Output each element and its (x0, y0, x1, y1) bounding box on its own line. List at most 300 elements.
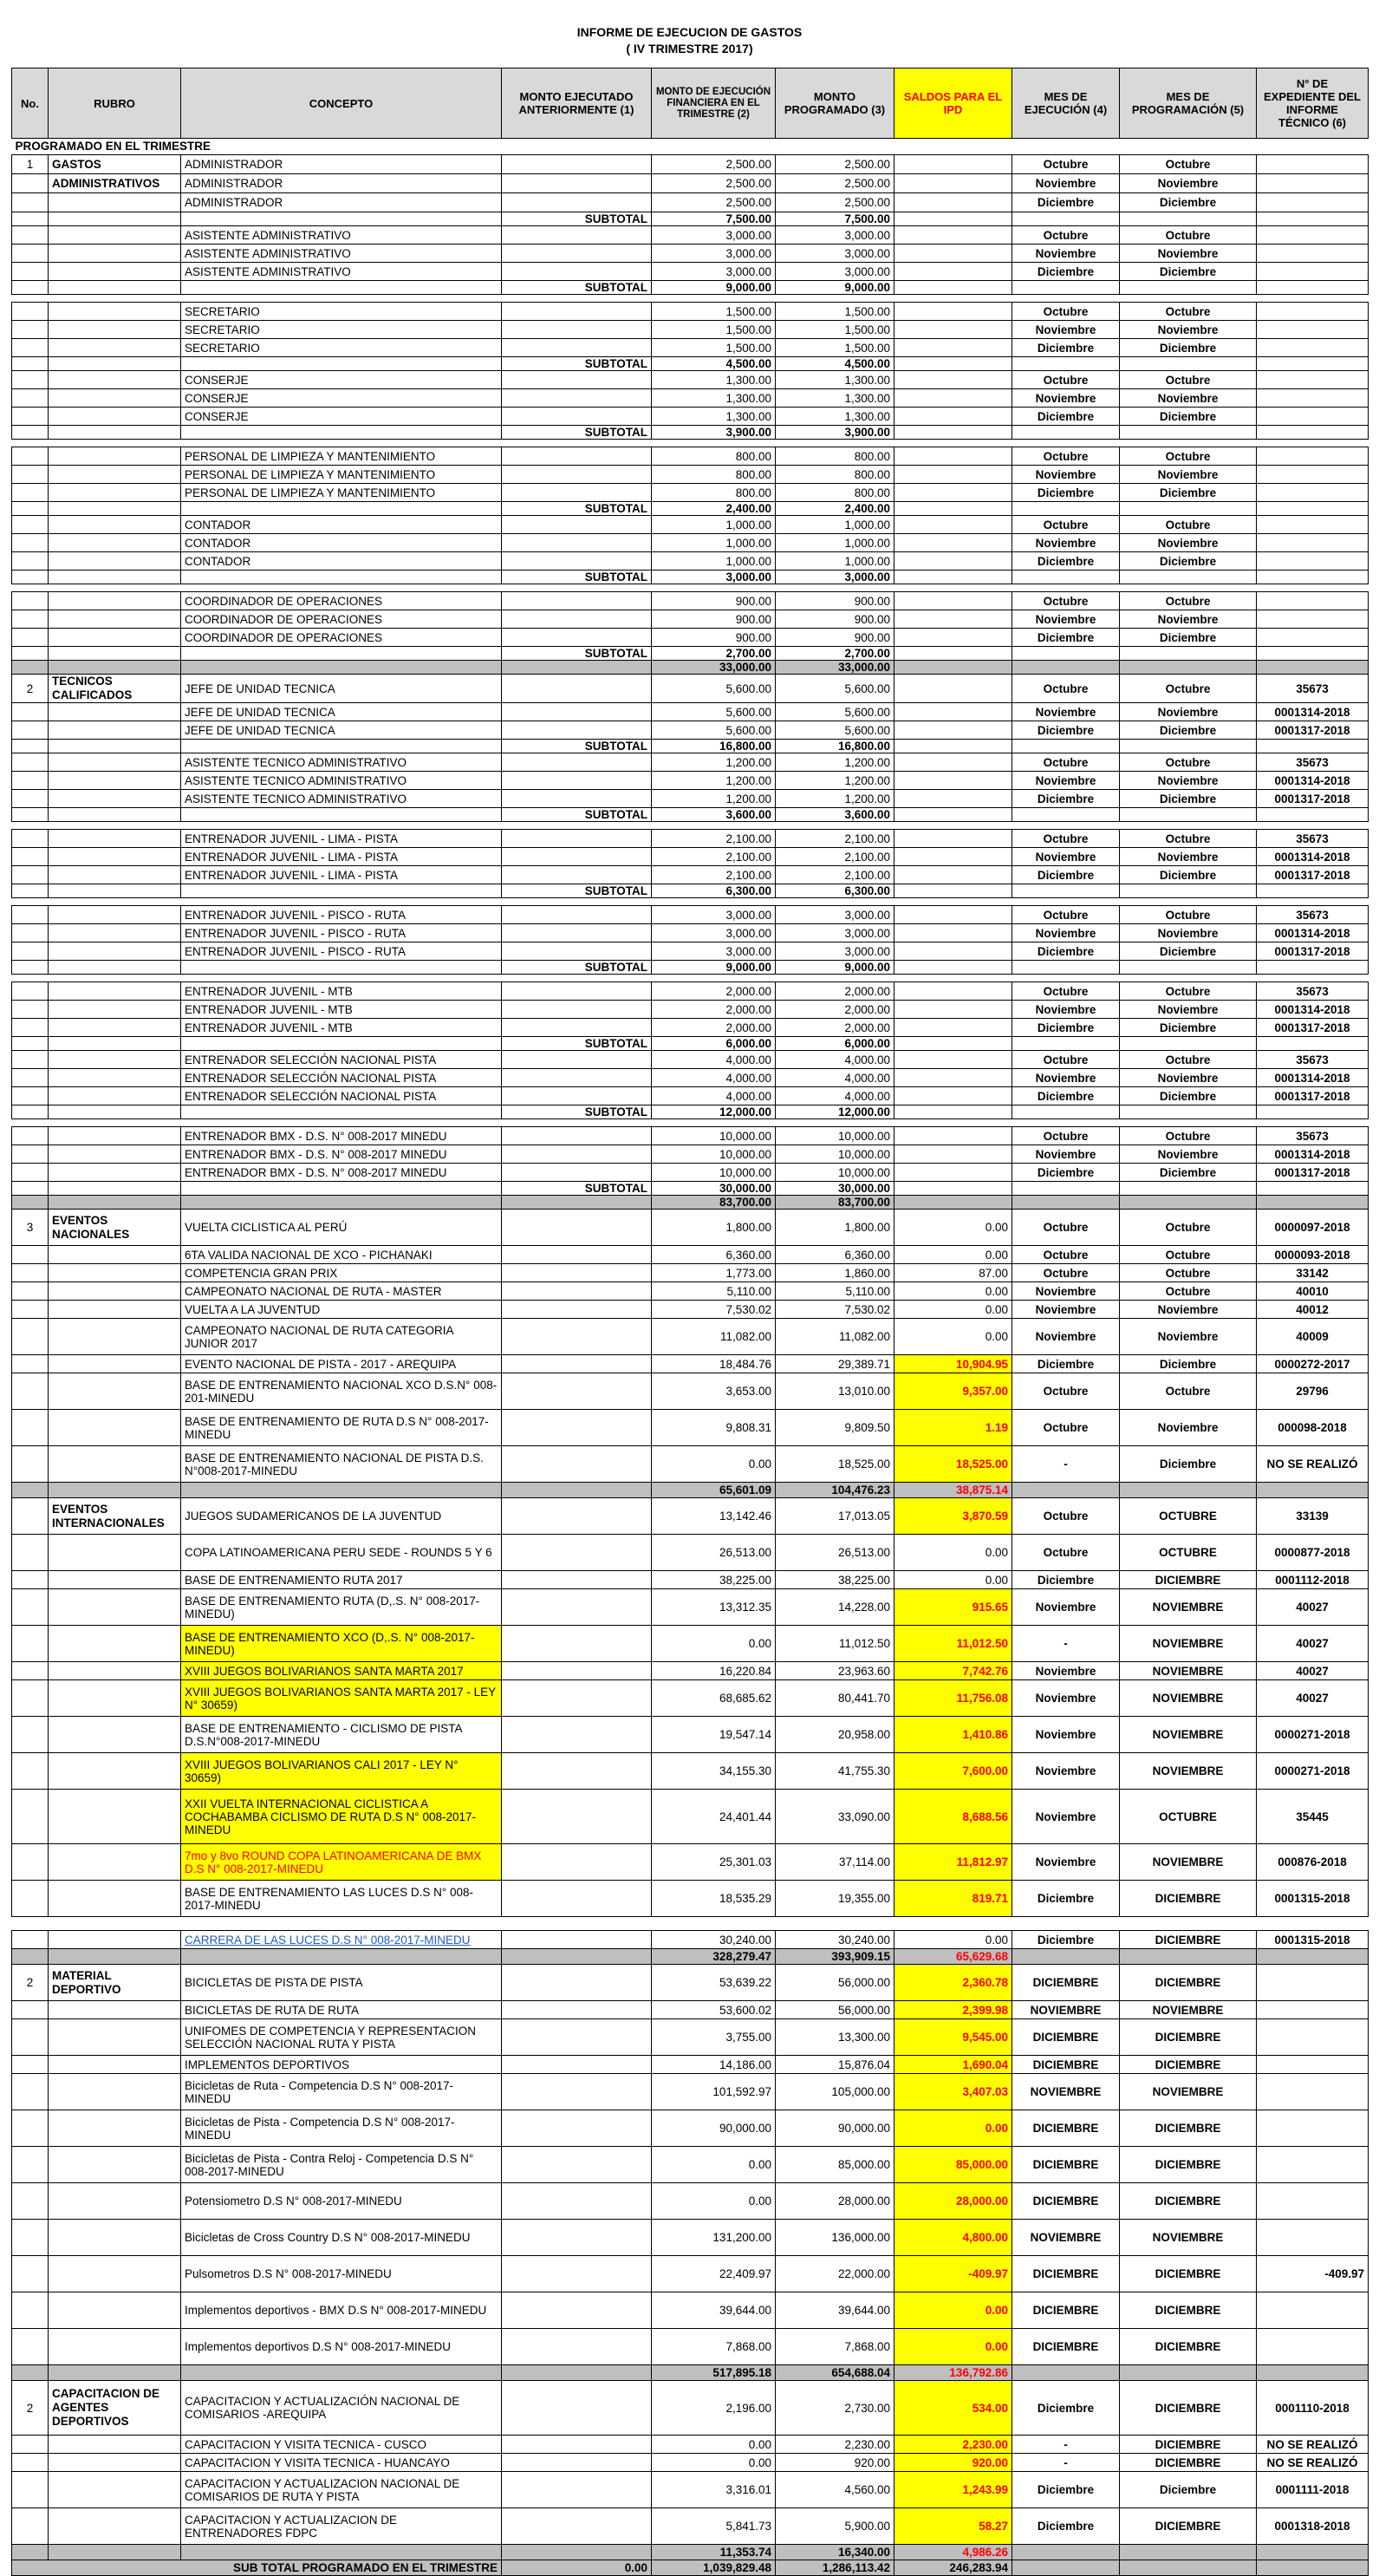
cell-no (12, 629, 49, 647)
cell-mes-programacion (1120, 961, 1257, 975)
cell-monto-programado: 3,000.00 (776, 226, 894, 245)
cell-no (12, 1753, 49, 1790)
cell-no (12, 1790, 49, 1844)
cell-mes-programacion: Octubre (1120, 592, 1257, 610)
cell-monto-anterior (502, 848, 652, 866)
cell-no (12, 571, 49, 584)
table-row (12, 303, 1369, 321)
cell-mes-ejecucion: Octubre (1012, 1264, 1120, 1282)
subtotal-ejecucion: 7,500.00 (652, 212, 776, 226)
cell-mes-programacion: Diciembre (1120, 1087, 1257, 1105)
cell-concepto: BASE DE ENTRENAMIENTO LAS LUCES D.S N° 008-2017-MINEDU (181, 1881, 502, 1917)
cell-monto-anterior (502, 193, 652, 212)
cell-saldo: 9,357.00 (894, 1373, 1012, 1410)
cell-no (12, 610, 49, 629)
cell-saldo: 11,012.50 (894, 1626, 1012, 1662)
cell-monto-ejecucion: 0.00 (652, 2436, 776, 2454)
cell-mes-ejecucion: DICIEMBRE (1012, 2329, 1120, 2365)
cell-monto-programado: 2,100.00 (776, 830, 894, 848)
cell-monto-programado: 56,000.00 (776, 2001, 894, 2019)
cell-concepto: CAPACITACION Y ACTUALIZACION DE ENTRENADORES FDPC (181, 2508, 502, 2545)
cell-concepto (181, 1037, 502, 1051)
cell-expediente (1257, 1105, 1369, 1119)
subtotal-programado: 3,900.00 (776, 426, 894, 440)
cell-monto-programado: 1,000.00 (776, 552, 894, 571)
cell-mes-programacion (1120, 2560, 1257, 2576)
cell-monto-ejecucion: 4,000.00 (652, 1051, 776, 1069)
cell-saldo: -409.97 (894, 2256, 1012, 2292)
cell-expediente: 0001112-2018 (1257, 1571, 1369, 1589)
cell-monto-ejecucion: 5,110.00 (652, 1282, 776, 1301)
cell-monto-ejecucion: 4,000.00 (652, 1069, 776, 1087)
table-row (12, 1498, 1369, 1535)
cell-mes-programacion: Noviembre (1120, 321, 1257, 339)
table-row (12, 1301, 1369, 1319)
cell-no (12, 2329, 49, 2365)
table-row (12, 1246, 1369, 1264)
cell-concepto: BASE DE ENTRENAMIENTO DE RUTA D.S N° 008-2017-MINEDU (181, 1410, 502, 1446)
spacer-row (12, 440, 1369, 447)
cell-concepto: BASE DE ENTRENAMIENTO NACIONAL XCO D.S.N° 008-201-MINEDU (181, 1373, 502, 1410)
cell-concepto: ASISTENTE ADMINISTRATIVO (181, 245, 502, 263)
cell-concepto (181, 661, 502, 675)
cell-concepto: ENTRENADOR JUVENIL - LIMA - PISTA (181, 866, 502, 884)
cell-expediente (1257, 2147, 1369, 2183)
cell-saldo (894, 1087, 1012, 1105)
cell-no (12, 1589, 49, 1626)
cell-mes-programacion: DICIEMBRE (1120, 1571, 1257, 1589)
cell-monto-anterior (502, 1931, 652, 1949)
cell-monto-programado: 3,000.00 (776, 924, 894, 942)
cell-no (12, 1164, 49, 1182)
cell-mes-ejecucion: Diciembre (1012, 193, 1120, 212)
cell-rubro (49, 1182, 181, 1196)
subtotal-ejecucion: 2,700.00 (652, 647, 776, 661)
cell-expediente: 0000093-2018 (1257, 1246, 1369, 1264)
cell-mes-programacion: Noviembre (1120, 1069, 1257, 1087)
cell-monto-programado: 5,110.00 (776, 1282, 894, 1301)
header-expediente: N° DE EXPEDIENTE DEL INFORME TÉCNICO (6) (1257, 68, 1369, 139)
cell-expediente: 0001110-2018 (1257, 2381, 1369, 2436)
cell-mes-programacion: Noviembre (1120, 1145, 1257, 1164)
cell-saldo: 11,812.97 (894, 1844, 1012, 1881)
cell-expediente: NO SE REALIZÓ (1257, 1446, 1369, 1483)
cell-no (12, 263, 49, 281)
cell-monto-anterior (502, 982, 652, 1001)
cell-monto-anterior (502, 1373, 652, 1410)
table-row (12, 1127, 1369, 1145)
cell-concepto: Bicicletas de Ruta - Competencia D.S N° 008-2017-MINEDU (181, 2074, 502, 2110)
cell-monto-programado: 10,000.00 (776, 1145, 894, 1164)
cell-rubro (49, 357, 181, 371)
cell-saldo: 10,904.95 (894, 1355, 1012, 1373)
cell-mes-programacion: Octubre (1120, 1246, 1257, 1264)
cell-expediente (1257, 245, 1369, 263)
cell-concepto (181, 961, 502, 975)
table-row (12, 263, 1369, 281)
subtotal-ejecucion: 3,000.00 (652, 571, 776, 584)
cell-no (12, 371, 49, 389)
total-saldo: 136,792.86 (894, 2365, 1012, 2381)
cell-monto-anterior (502, 2472, 652, 2508)
cell-monto-programado: 3,000.00 (776, 263, 894, 281)
cell-saldo (894, 447, 1012, 466)
table-row (12, 1881, 1369, 1917)
cell-rubro (49, 1881, 181, 1917)
cell-mes-ejecucion: Diciembre (1012, 484, 1120, 502)
cell-concepto: ENTRENADOR JUVENIL - MTB (181, 982, 502, 1001)
cell-monto-ejecucion: 24,401.44 (652, 1790, 776, 1844)
subtotal-row (12, 884, 1369, 898)
group-total-row (12, 2545, 1369, 2560)
cell-expediente: 35673 (1257, 675, 1369, 703)
cell-monto-ejecucion: 13,312.35 (652, 1589, 776, 1626)
cell-no (12, 466, 49, 484)
report-title (0, 24, 1379, 57)
spacer-row (12, 295, 1369, 303)
cell-monto-anterior (502, 1949, 652, 1965)
cell-monto-programado: 3,000.00 (776, 906, 894, 924)
cell-mes-ejecucion: Noviembre (1012, 703, 1120, 721)
subtotal-programado: 6,300.00 (776, 884, 894, 898)
cell-rubro (49, 808, 181, 822)
cell-no (12, 1127, 49, 1145)
cell-mes-programacion: NOVIEMBRE (1120, 1662, 1257, 1680)
cell-concepto: EVENTO NACIONAL DE PISTA - 2017 - AREQUIPA (181, 1355, 502, 1373)
cell-monto-ejecucion: 800.00 (652, 484, 776, 502)
cell-mes-ejecucion: - (1012, 2436, 1120, 2454)
table-row (12, 2183, 1369, 2220)
cell-rubro: GASTOS (49, 155, 181, 174)
cell-no (12, 1182, 49, 1196)
table-row (12, 1535, 1369, 1571)
cell-monto-programado: 56,000.00 (776, 1965, 894, 2001)
header-monto-ejecucion: MONTO DE EJECUCIÓN FINANCIERA EN EL TRIMESTRE (2) (652, 68, 776, 139)
cell-mes-programacion: Octubre (1120, 1264, 1257, 1282)
cell-monto-programado: 23,963.60 (776, 1662, 894, 1680)
cell-monto-programado: 2,730.00 (776, 2381, 894, 2436)
cell-monto-ejecucion: 800.00 (652, 447, 776, 466)
cell-mes-programacion (1120, 502, 1257, 516)
cell-monto-anterior (502, 675, 652, 703)
cell-monto-programado: 1,500.00 (776, 303, 894, 321)
cell-expediente: NO SE REALIZÓ (1257, 2436, 1369, 2454)
cell-expediente: 0001317-2018 (1257, 1019, 1369, 1037)
table-row (12, 592, 1369, 610)
cell-saldo: 4,800.00 (894, 2220, 1012, 2256)
cell-expediente: 40027 (1257, 1680, 1369, 1717)
cell-no: 2 (12, 675, 49, 703)
cell-expediente: -409.97 (1257, 2256, 1369, 2292)
table-row (12, 721, 1369, 740)
table-row (12, 830, 1369, 848)
cell-monto-ejecucion: 10,000.00 (652, 1164, 776, 1182)
cell-expediente: 35673 (1257, 1051, 1369, 1069)
cell-expediente (1257, 2292, 1369, 2329)
cell-monto-anterior (502, 1535, 652, 1571)
subtotal-label: SUBTOTAL (502, 426, 652, 440)
subtotal-programado: 3,000.00 (776, 571, 894, 584)
cell-concepto: 7mo y 8vo ROUND COPA LATINOAMERICANA DE BMX D.S N° 008-2017-MINEDU (181, 1844, 502, 1881)
cell-monto-anterior (502, 866, 652, 884)
cell-no (12, 321, 49, 339)
cell-no (12, 408, 49, 426)
cell-monto-programado: 4,560.00 (776, 2472, 894, 2508)
cell-monto-anterior (502, 1127, 652, 1145)
cell-no (12, 2019, 49, 2056)
subtotal-programado: 12,000.00 (776, 1105, 894, 1119)
cell-expediente: 0001314-2018 (1257, 924, 1369, 942)
cell-mes-ejecucion: Noviembre (1012, 1069, 1120, 1087)
cell-no (12, 721, 49, 740)
cell-monto-anterior (502, 2074, 652, 2110)
cell-mes-programacion: Noviembre (1120, 174, 1257, 193)
cell-monto-programado: 33,090.00 (776, 1790, 894, 1844)
cell-rubro (49, 2019, 181, 2056)
cell-mes-programacion: NOVIEMBRE (1120, 2074, 1257, 2110)
cell-no (12, 339, 49, 357)
cell-expediente (1257, 447, 1369, 466)
table-row (12, 2001, 1369, 2019)
cell-monto-anterior (502, 389, 652, 408)
cell-mes-ejecucion (1012, 1949, 1120, 1965)
cell-monto-programado: 7,868.00 (776, 2329, 894, 2365)
cell-concepto: BASE DE ENTRENAMIENTO RUTA 2017 (181, 1571, 502, 1589)
cell-concepto: CAMPEONATO NACIONAL DE RUTA - MASTER (181, 1282, 502, 1301)
cell-no (12, 1196, 49, 1210)
total-ejecucion: 1,039,829.48 (652, 2560, 776, 2576)
cell-concepto: ENTRENADOR JUVENIL - MTB (181, 1019, 502, 1037)
cell-expediente (1257, 2019, 1369, 2056)
subtotal-ejecucion: 3,900.00 (652, 426, 776, 440)
header-monto-programado: MONTO PROGRAMADO (3) (776, 68, 894, 139)
cell-monto-programado: 4,000.00 (776, 1069, 894, 1087)
subtotal-row (12, 502, 1369, 516)
table-row (12, 610, 1369, 629)
cell-saldo (894, 281, 1012, 295)
cell-mes-ejecucion: DICIEMBRE (1012, 2056, 1120, 2074)
cell-saldo (894, 961, 1012, 975)
subtotal-row (12, 281, 1369, 295)
cell-concepto: PERSONAL DE LIMPIEZA Y MANTENIMIENTO (181, 466, 502, 484)
cell-monto-ejecucion: 3,000.00 (652, 924, 776, 942)
cell-no (12, 1717, 49, 1753)
cell-rubro: ADMINISTRATIVOS (49, 174, 181, 193)
cell-expediente (1257, 552, 1369, 571)
spacer-cell (12, 295, 1369, 303)
cell-rubro (49, 1051, 181, 1069)
cell-saldo (894, 1164, 1012, 1182)
cell-concepto: Implementos deportivos - BMX D.S N° 008-2017-MINEDU (181, 2292, 502, 2329)
grand-total-label: SUB TOTAL PROGRAMADO EN EL TRIMESTRE (12, 2560, 502, 2576)
cell-saldo (894, 906, 1012, 924)
cell-monto-programado: 38,225.00 (776, 1571, 894, 1589)
cell-no (12, 2147, 49, 2183)
subtotal-label: SUBTOTAL (502, 884, 652, 898)
cell-monto-ejecucion: 5,600.00 (652, 703, 776, 721)
section-row (12, 139, 1369, 155)
cell-monto-anterior (502, 1164, 652, 1182)
cell-mes-programacion (1120, 1483, 1257, 1498)
cell-monto-programado: 800.00 (776, 466, 894, 484)
cell-mes-programacion: Diciembre (1120, 339, 1257, 357)
cell-concepto: BASE DE ENTRENAMIENTO XCO (D,.S. N° 008-2017-MINEDU) (181, 1626, 502, 1662)
table-row (12, 1087, 1369, 1105)
cell-saldo (894, 753, 1012, 772)
cell-mes-ejecucion (1012, 1483, 1120, 1498)
table-row (12, 1164, 1369, 1182)
cell-monto-anterior (502, 155, 652, 174)
cell-no: 2 (12, 2381, 49, 2436)
cell-rubro (49, 2365, 181, 2381)
cell-mes-ejecucion: Diciembre (1012, 263, 1120, 281)
cell-no (12, 1844, 49, 1881)
cell-concepto: ENTRENADOR SELECCIÓN NACIONAL PISTA (181, 1087, 502, 1105)
total-programado: 16,340.00 (776, 2545, 894, 2560)
cell-concepto: ASISTENTE ADMINISTRATIVO (181, 226, 502, 245)
cell-monto-anterior (502, 1446, 652, 1483)
subtotal-label: SUBTOTAL (502, 502, 652, 516)
cell-no (12, 1105, 49, 1119)
cell-mes-ejecucion: Noviembre (1012, 610, 1120, 629)
subtotal-ejecucion: 9,000.00 (652, 961, 776, 975)
table-row (12, 155, 1369, 174)
cell-mes-ejecucion: Octubre (1012, 1410, 1120, 1446)
cell-monto-ejecucion: 7,530.02 (652, 1301, 776, 1319)
cell-concepto: COMPETENCIA GRAN PRIX (181, 1264, 502, 1282)
cell-rubro (49, 1105, 181, 1119)
table-row (12, 1001, 1369, 1019)
cell-mes-ejecucion: Diciembre (1012, 1881, 1120, 1917)
cell-no (12, 1001, 49, 1019)
cell-expediente: 0001314-2018 (1257, 848, 1369, 866)
cell-monto-programado: 29,389.71 (776, 1355, 894, 1373)
cell-expediente: 35673 (1257, 753, 1369, 772)
cell-mes-ejecucion: - (1012, 1626, 1120, 1662)
subtotal-programado: 3,600.00 (776, 808, 894, 822)
cell-rubro (49, 982, 181, 1001)
cell-saldo (894, 740, 1012, 753)
header-monto-anterior: MONTO EJECUTADO ANTERIORMENTE (1) (502, 68, 652, 139)
table-row (12, 371, 1369, 389)
cell-monto-anterior (502, 1662, 652, 1680)
cell-saldo (894, 1182, 1012, 1196)
cell-expediente (1257, 516, 1369, 534)
cell-rubro (49, 753, 181, 772)
cell-rubro (49, 1844, 181, 1881)
table-row (12, 1844, 1369, 1881)
cell-mes-programacion: NOVIEMBRE (1120, 1753, 1257, 1790)
cell-mes-programacion: Diciembre (1120, 790, 1257, 808)
cell-rubro: MATERIAL DEPORTIVO (49, 1965, 181, 2001)
cell-monto-anterior (502, 1717, 652, 1753)
cell-concepto: SECRETARIO (181, 339, 502, 357)
cell-no (12, 245, 49, 263)
cell-rubro (49, 1535, 181, 1571)
cell-monto-ejecucion: 25,301.03 (652, 1844, 776, 1881)
cell-saldo: 0.00 (894, 1931, 1012, 1949)
cell-rubro (49, 1626, 181, 1662)
cell-monto-ejecucion: 38,225.00 (652, 1571, 776, 1589)
cell-saldo (894, 703, 1012, 721)
cell-monto-programado: 11,012.50 (776, 1626, 894, 1662)
cell-mes-ejecucion: Noviembre (1012, 1680, 1120, 1717)
cell-monto-anterior (502, 2056, 652, 2074)
cell-mes-ejecucion (1012, 571, 1120, 584)
cell-mes-ejecucion: Diciembre (1012, 629, 1120, 647)
cell-saldo (894, 484, 1012, 502)
cell-monto-programado: 80,441.70 (776, 1680, 894, 1717)
cell-concepto (181, 212, 502, 226)
cell-expediente (1257, 808, 1369, 822)
cell-rubro (49, 2147, 181, 2183)
cell-expediente: 35673 (1257, 982, 1369, 1001)
cell-monto-ejecucion: 1,500.00 (652, 321, 776, 339)
cell-concepto: ENTRENADOR JUVENIL - PISCO - RUTA (181, 924, 502, 942)
cell-monto-ejecucion: 5,600.00 (652, 721, 776, 740)
cell-rubro (49, 2220, 181, 2256)
cell-concepto (181, 2365, 502, 2381)
cell-saldo (894, 426, 1012, 440)
subtotal-label: SUBTOTAL (502, 1037, 652, 1051)
cell-concepto: CAMPEONATO NACIONAL DE RUTA CATEGORIA JUNIOR 2017 (181, 1319, 502, 1355)
group-total-row (12, 2365, 1369, 2381)
cell-expediente (1257, 281, 1369, 295)
cell-monto-programado: 2,000.00 (776, 1019, 894, 1037)
cell-monto-programado: 4,000.00 (776, 1051, 894, 1069)
table-row (12, 2292, 1369, 2329)
cell-mes-programacion: Octubre (1120, 447, 1257, 466)
cell-no (12, 193, 49, 212)
cell-rubro (49, 2436, 181, 2454)
cell-mes-programacion: Noviembre (1120, 1319, 1257, 1355)
cell-mes-programacion: Diciembre (1120, 1446, 1257, 1483)
cell-mes-ejecucion: Noviembre (1012, 1301, 1120, 1319)
cell-no (12, 2508, 49, 2545)
cell-no (12, 1949, 49, 1965)
cell-monto-programado: 2,100.00 (776, 866, 894, 884)
cell-mes-ejecucion: Octubre (1012, 1051, 1120, 1069)
cell-no (12, 1410, 49, 1446)
subtotal-programado: 16,800.00 (776, 740, 894, 753)
cell-no (12, 2292, 49, 2329)
cell-mes-programacion: Octubre (1120, 753, 1257, 772)
cell-monto-anterior (502, 2381, 652, 2436)
cell-mes-ejecucion (1012, 661, 1120, 675)
cell-mes-programacion: Diciembre (1120, 1164, 1257, 1182)
cell-saldo (894, 193, 1012, 212)
cell-monto-ejecucion: 2,500.00 (652, 193, 776, 212)
cell-monto-anterior (502, 1019, 652, 1037)
cell-mes-ejecucion: - (1012, 2454, 1120, 2472)
cell-monto-anterior (502, 174, 652, 193)
table-row (12, 2454, 1369, 2472)
cell-monto-programado: 1,300.00 (776, 408, 894, 426)
cell-rubro (49, 426, 181, 440)
cell-concepto: CAPACITACION Y ACTUALIZACIÓN NACIONAL DE COMISARIOS -AREQUIPA (181, 2381, 502, 2436)
cell-concepto: CONSERJE (181, 371, 502, 389)
cell-monto-programado: 39,644.00 (776, 2292, 894, 2329)
cell-monto-anterior (502, 2183, 652, 2220)
cell-concepto: SECRETARIO (181, 303, 502, 321)
cell-saldo: 1.19 (894, 1410, 1012, 1446)
cell-monto-programado: 1,200.00 (776, 772, 894, 790)
cell-expediente: 0001317-2018 (1257, 1164, 1369, 1182)
subtotal-label: SUBTOTAL (502, 740, 652, 753)
cell-monto-programado: 6,360.00 (776, 1246, 894, 1264)
spacer-cell (12, 1917, 1369, 1931)
cell-mes-programacion: Octubre (1120, 675, 1257, 703)
